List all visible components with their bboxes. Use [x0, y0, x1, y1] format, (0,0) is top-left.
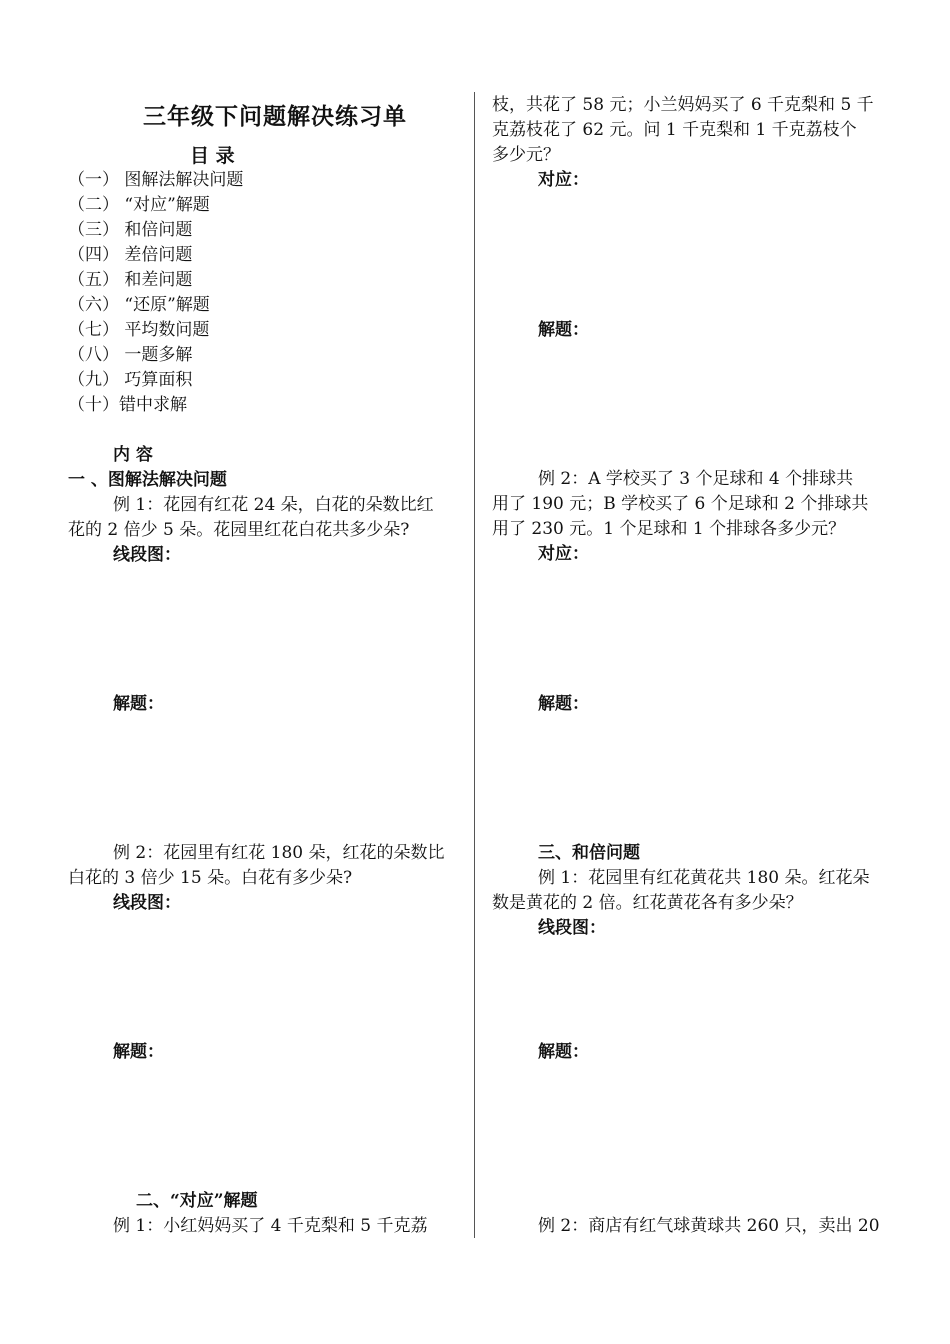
solution-label: 解题：: [538, 320, 589, 340]
correspond-label: 对应：: [538, 170, 589, 190]
toc-item-number: （九）: [68, 370, 119, 390]
content-heading: 内 容: [113, 445, 153, 465]
solution-label: 解题：: [538, 1042, 589, 1062]
example-text: 用了 230 元。1 个足球和 1 个排球各多少元？: [492, 519, 846, 539]
column-divider: [474, 92, 475, 1238]
toc-item-label: 差倍问题: [124, 245, 193, 265]
toc-item[interactable]: [68, 368, 192, 393]
example-text: 例 2：A 学校买了 3 个足球和 4 个排球共: [538, 469, 854, 489]
example-text: 数是黄花的 2 倍。红花黄花各有多少朵？: [492, 893, 803, 913]
solution-label: 解题：: [113, 1042, 164, 1062]
section-heading: 一 、图解法解决问题: [68, 470, 227, 490]
example-text: 白花的 3 倍少 15 朵。白花有多少朵?: [68, 868, 353, 888]
toc-item-number: （五）: [68, 270, 119, 290]
diagram-label: 线段图：: [538, 918, 606, 938]
toc-item-number: （七）: [68, 320, 119, 340]
toc-item[interactable]: [68, 243, 192, 268]
toc-item-label: “对应”解题: [124, 195, 210, 215]
toc-item-label: 一题多解: [124, 345, 193, 365]
solution-label: 解题：: [538, 694, 589, 714]
toc-item-number: （四）: [68, 245, 119, 265]
diagram-label: 线段图：: [113, 545, 181, 565]
section-heading: 二、“对应”解题: [136, 1191, 258, 1211]
example-text: 用了 190 元；B 学校买了 6 个足球和 2 个排球共: [492, 494, 869, 514]
solution-label: 解题：: [113, 694, 164, 714]
toc-item-label: “还原”解题: [124, 295, 210, 315]
example-text: 克荔枝花了 62 元。问 1 千克梨和 1 千克荔枝个: [492, 120, 857, 140]
toc-item-label: 和倍问题: [124, 220, 193, 240]
toc-item-number: （三）: [68, 220, 119, 240]
example-text: 多少元？: [492, 145, 560, 165]
toc-item-label: 图解法解决问题: [124, 170, 244, 190]
toc-item-label: 巧算面积: [124, 370, 193, 390]
toc-item-label: 错中求解: [119, 395, 187, 415]
toc-item[interactable]: [68, 168, 243, 193]
toc-item-label: 平均数问题: [124, 320, 210, 340]
toc-item-number: （十）: [68, 395, 119, 415]
toc-item[interactable]: [68, 218, 192, 243]
diagram-label: 线段图：: [113, 893, 181, 913]
toc-heading: 目 录: [190, 145, 235, 167]
document-title: 三年级下问题解决练习单: [143, 103, 407, 130]
correspond-label: 对应：: [538, 544, 589, 564]
toc-item[interactable]: [68, 193, 210, 218]
toc-item-number: （六）: [68, 295, 119, 315]
example-text: 例 1：小红妈妈买了 4 千克梨和 5 千克荔: [113, 1216, 428, 1236]
example-text: 例 1：花园里有红花黄花共 180 朵。红花朵: [538, 868, 870, 888]
toc-item[interactable]: [68, 318, 209, 343]
example-text: 例 2：商店有红气球黄球共 260 只，卖出 20: [538, 1216, 880, 1236]
section-heading: 三、和倍问题: [538, 843, 640, 863]
example-text: 枝，共花了 58 元；小兰妈妈买了 6 千克梨和 5 千: [492, 95, 874, 115]
toc-item-number: （八）: [68, 345, 119, 365]
toc-item[interactable]: [68, 293, 210, 318]
toc-item[interactable]: [68, 393, 187, 418]
toc-item[interactable]: [68, 268, 192, 293]
example-text: 例 2：花园里有红花 180 朵，红花的朵数比: [113, 843, 445, 863]
toc-item-number: （二）: [68, 195, 119, 215]
example-text: 例 1：花园有红花 24 朵，白花的朵数比红: [113, 495, 434, 515]
toc-item-label: 和差问题: [124, 270, 193, 290]
toc-item[interactable]: [68, 343, 192, 368]
example-text: 花的 2 倍少 5 朵。花园里红花白花共多少朵?: [68, 520, 410, 540]
toc-item-number: （一）: [68, 170, 119, 190]
